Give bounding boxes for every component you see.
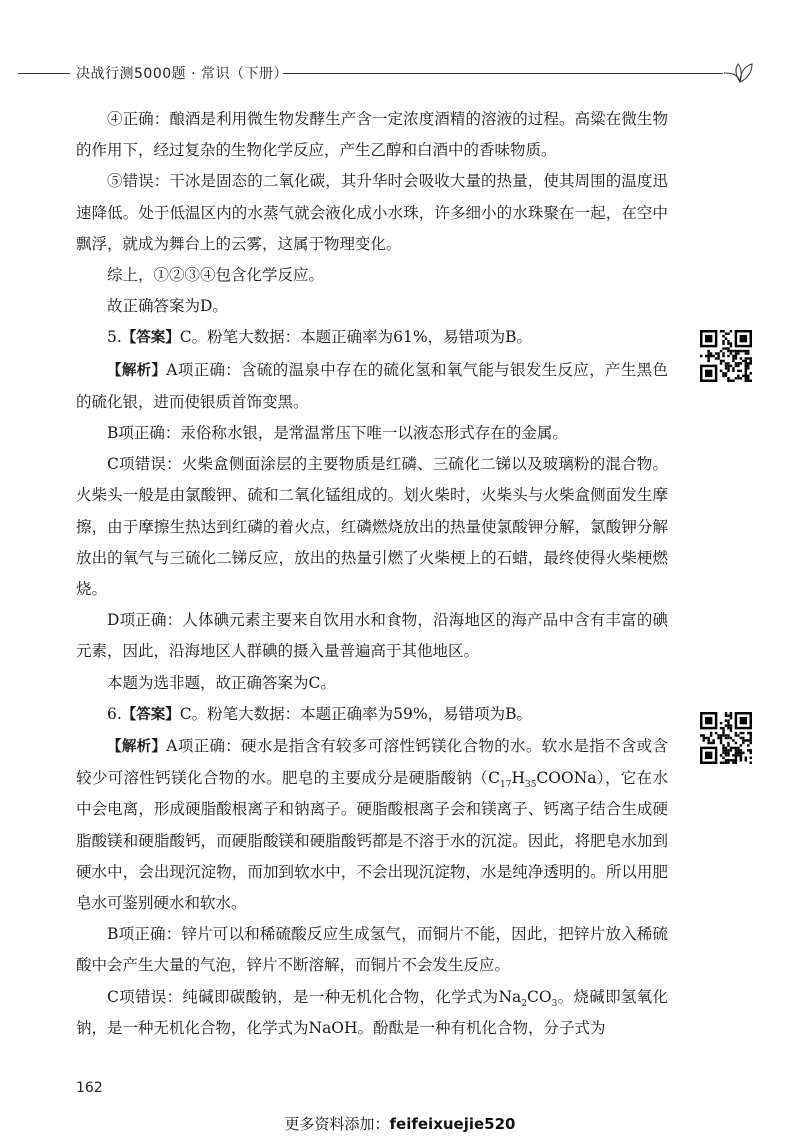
sprout-leaf-icon (722, 60, 756, 86)
paragraph-p3 (76, 260, 668, 291)
paragraph-p9 (76, 605, 668, 667)
paragraph-p4 (76, 291, 668, 322)
subscript: 3 (551, 998, 558, 1009)
text-run: A项正确：硬水是指含有较多可溶性钙镁化合物的水。软水是指不含或含较少可溶性钙镁化合物的水。肥皂的主要成分是硬脂酸钠（C (76, 737, 668, 788)
answer-explanations (76, 104, 668, 1044)
text-run: C项错误：火柴盒侧面涂层的主要物质是红磷、三硫化二锑以及玻璃粉的混合物。火柴头一般是由氯酸钾、硫和二氧化锰组成的。划火柴时，火柴头与火柴盒侧面发生摩擦，由于摩擦生热达到红磷的着火点，红磷燃烧放出的热量使氯酸钾分解，氯酸钾分解放出的氧气与三硫化二锑反应，放出的热量引燃了火柴梗上的石蜡，最终使得火柴梗燃烧。 (76, 455, 668, 599)
text-run: 5. (107, 328, 122, 347)
section-tag: 【答案】 (121, 706, 180, 723)
section-tag: 【解析】 (107, 739, 167, 756)
text-run: H (511, 769, 525, 788)
text-run: CO (527, 987, 552, 1006)
paragraph-p12 (76, 731, 668, 919)
text-run: 。烧碱即氢氧化钠，是一种无机化合物，化学式为NaOH。酚酞是一种有机化合物，分子式为 (76, 987, 668, 1037)
header-rule-right (283, 73, 723, 74)
footer-prefix: 更多资料添加： (284, 1115, 390, 1133)
text-run: B项正确：汞俗称水银，是常温常压下唯一以液态形式存在的金属。 (107, 424, 568, 443)
paragraph-p2 (76, 166, 668, 260)
text-run: D项正确：人体碘元素主要来自饮用水和食物，沿海地区的海产品中含有丰富的碘元素，因此，沿海地区人群碘的摄入量普遍高于其他地区。 (76, 611, 668, 661)
paragraph-p13 (76, 919, 668, 981)
paragraph-p7 (76, 418, 668, 449)
page-number: 162 (76, 1080, 103, 1096)
text-run: ⑤错误：干冰是固态的二氧化碳，其升华时会吸收大量的热量，使其周围的温度迅速降低。处于低温区内的水蒸气就会液化成小水珠，许多细小的水珠聚在一起，在空中飘浮，就成为舞台上的云雾，这属于物理变化。 (76, 172, 668, 253)
paragraph-p11 (76, 699, 668, 731)
text-run: ④正确：酿酒是利用微生物发酵生产含一定浓度酒精的溶液的过程。高粱在微生物的作用下，经过复杂的生物化学反应，产生乙醇和白酒中的香味物质。 (76, 110, 668, 160)
text-run: B项正确：锌片可以和稀硫酸反应生成氢气，而铜片不能，因此，把锌片放入稀硫酸中会产生大量的气泡，锌片不断溶解，而铜片不会发生反应。 (76, 925, 668, 975)
text-run: C。粉笔大数据：本题正确率为59%，易错项为B。 (179, 704, 532, 723)
qr-code-icon[interactable] (700, 330, 752, 382)
qr-code-icon[interactable] (700, 712, 752, 764)
running-header (0, 60, 800, 86)
paragraph-p10 (76, 668, 668, 699)
subscript: 17 (499, 780, 512, 791)
section-tag: 【解析】 (107, 362, 167, 379)
subscript: 2 (521, 998, 528, 1009)
text-run: 6. (107, 704, 122, 723)
section-tag: 【答案】 (121, 330, 180, 347)
subscript: 35 (524, 780, 537, 791)
paragraph-p6 (76, 355, 668, 418)
footer-contact: feifeixuejie520 (389, 1115, 516, 1133)
header-rule-left (18, 73, 70, 74)
text-run: 故正确答案为D。 (107, 297, 228, 316)
text-run: C。粉笔大数据：本题正确率为61%，易错项为B。 (179, 328, 532, 347)
text-run: COONa），它在水中会电离，形成硬脂酸根离子和钠离子。硬脂酸根离子会和镁离子、钙离子结合生成硬脂酸镁和硬脂酸钙，而硬脂酸镁和硬脂酸钙都是不溶于水的沉淀。因此，将肥皂水加到硬水中，会出现沉淀物，而加到软水中，不会出现沉淀物，水是纯净透明的。所以用肥皂水可鉴别硬水和软水。 (76, 769, 669, 913)
paragraph-p8 (76, 449, 668, 605)
book-title: 决战行测5000题 · 常识（下册） (76, 66, 288, 82)
paragraph-p14 (76, 982, 668, 1044)
text-run: 本题为选非题，故正确答案为C。 (107, 673, 336, 692)
text-run: A项正确：含硫的温泉中存在的硫化氢和氧气能与银发生反应，产生黑色的硫化银，进而使银质首饰变黑。 (76, 360, 668, 411)
paragraph-p1 (76, 104, 668, 166)
text-run: 综上，①②③④包含化学反应。 (107, 266, 325, 285)
paragraph-p5 (76, 322, 668, 354)
footer-note (0, 1113, 800, 1134)
text-run: C项错误：纯碱即碳酸钠，是一种无机化合物，化学式为Na (107, 987, 522, 1006)
